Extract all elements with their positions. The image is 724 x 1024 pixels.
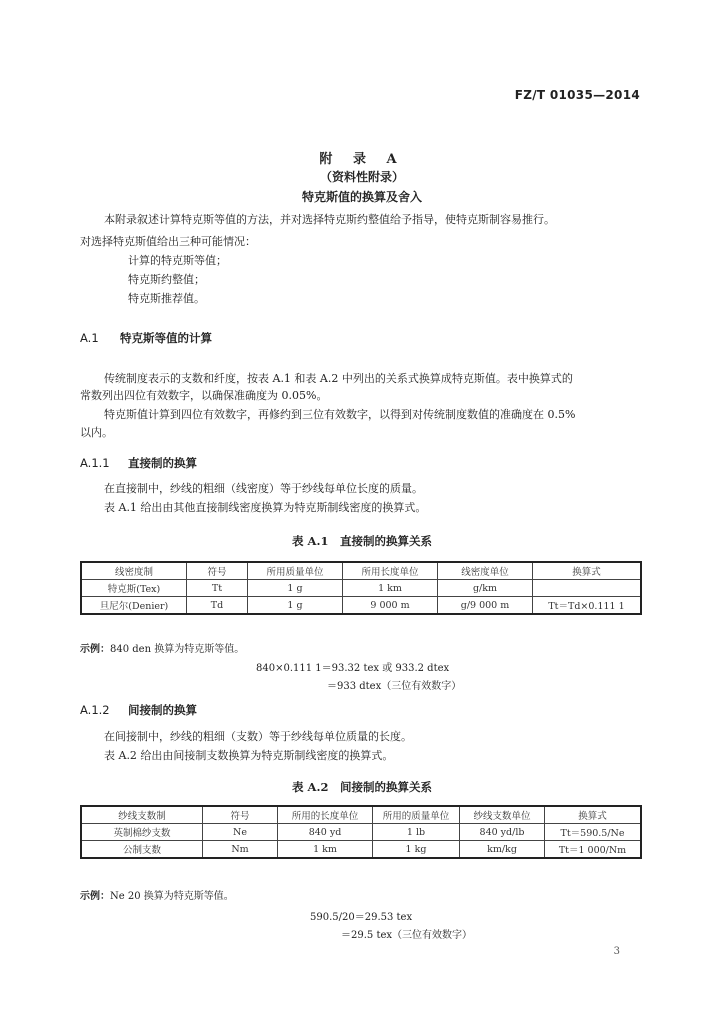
header-cell: 线密度制 bbox=[81, 562, 187, 580]
header-cell: 换算式 bbox=[545, 806, 642, 824]
header-cell: 换算式 bbox=[533, 562, 642, 580]
example-a1 bbox=[80, 640, 244, 655]
table-cell: 840 yd bbox=[278, 824, 373, 841]
table-cell: 旦尼尔(Denier) bbox=[81, 597, 187, 615]
intro-item-1: 计算的特克斯等值； bbox=[128, 254, 227, 267]
intro-paragraph-2: 对选择特克斯值给出三种可能情况： bbox=[80, 235, 256, 248]
a12-paragraph-1: 在间接制中，纱线的粗细（支数）等于纱线每单位质量的长度。 bbox=[104, 730, 412, 743]
header-cell: 符号 bbox=[203, 806, 278, 824]
table-row bbox=[81, 841, 641, 859]
header-cell: 纱线支数单位 bbox=[460, 806, 545, 824]
header-cell: 线密度单位 bbox=[438, 562, 533, 580]
table-cell: Tt＝1 000/Nm bbox=[545, 841, 642, 859]
example-label: 示例： bbox=[80, 644, 110, 655]
a12-paragraph-2: 表 A.2 给出由间接制支数换算为特克斯制线密度的换算式。 bbox=[104, 749, 394, 762]
table-a1-caption: 表 A.1 直接制的换算关系 bbox=[292, 534, 432, 548]
header-cell: 纱线支数制 bbox=[81, 806, 203, 824]
table-cell: Tt bbox=[187, 580, 248, 597]
a11-paragraph-1: 在直接制中，纱线的粗细（线密度）等于纱线每单位长度的质量。 bbox=[104, 482, 423, 495]
section-title: 特克斯等值的计算 bbox=[120, 331, 212, 345]
section-a11-heading bbox=[80, 455, 197, 471]
table-cell: g/km bbox=[438, 580, 533, 597]
header-cell: 所用长度单位 bbox=[343, 562, 438, 580]
table-cell: 1 g bbox=[248, 580, 343, 597]
header-cell: 所用质量单位 bbox=[248, 562, 343, 580]
table-a1 bbox=[80, 561, 642, 615]
table-cell: Tt＝590.5/Ne bbox=[545, 824, 642, 841]
example-a2-calc-2: ＝29.5 tex（三位有效数字） bbox=[341, 930, 473, 941]
header-cell: 所用的长度单位 bbox=[278, 806, 373, 824]
table-cell: Ne bbox=[203, 824, 278, 841]
page-number: 3 bbox=[613, 946, 620, 957]
annex-label: 附 录 A bbox=[319, 152, 405, 167]
annex-title: 特克斯值的换算及舍入 bbox=[301, 190, 422, 204]
table-cell: 英制棉纱支数 bbox=[81, 824, 203, 841]
annex-type: （资料性附录） bbox=[319, 170, 404, 184]
section-title: 直接制的换算 bbox=[128, 456, 197, 470]
intro-paragraph-1: 本附录叙述计算特克斯等值的方法，并对选择特克斯约整值给予指导，使特克斯制容易推行。 bbox=[104, 213, 555, 226]
table-cell: 特克斯(Tex) bbox=[81, 580, 187, 597]
a1-paragraph-2-line-1: 特克斯值计算到四位有效数字，再修约到三位有效数字，以得到对传统制度数值的准确度在 0.5% bbox=[104, 408, 576, 421]
table-cell: Tt＝Td×0.111 1 bbox=[533, 597, 642, 615]
table-cell: km/kg bbox=[460, 841, 545, 859]
example-text: 840 den 换算为特克斯等值。 bbox=[110, 644, 245, 655]
a1-paragraph-2-line-2: 以内。 bbox=[80, 426, 113, 439]
table-row bbox=[81, 597, 641, 615]
table-cell: 1 km bbox=[343, 580, 438, 597]
table-cell: 1 g bbox=[248, 597, 343, 615]
section-a12-heading bbox=[80, 702, 197, 718]
table-cell: 1 km bbox=[278, 841, 373, 859]
table-cell: 1 kg bbox=[373, 841, 460, 859]
table-cell: 9 000 m bbox=[343, 597, 438, 615]
table-row bbox=[81, 824, 641, 841]
table-cell: 1 lb bbox=[373, 824, 460, 841]
table-cell: g/9 000 m bbox=[438, 597, 533, 615]
section-a1-heading bbox=[80, 330, 212, 346]
a11-paragraph-2: 表 A.1 给出由其他直接制线密度换算为特克斯制线密度的换算式。 bbox=[104, 501, 427, 514]
example-a1-calc-2: ＝933 dtex（三位有效数字） bbox=[327, 681, 462, 692]
a1-paragraph-1-line-1: 传统制度表示的支数和纤度，按表 A.1 和表 A.2 中列出的关系式换算成特克斯值。表中换算式的 bbox=[104, 372, 573, 385]
standard-number: FZ/T 01035—2014 bbox=[514, 88, 640, 102]
table-cell: Nm bbox=[203, 841, 278, 859]
example-label: 示例： bbox=[80, 891, 110, 902]
table-cell bbox=[533, 580, 642, 597]
table-a2-caption: 表 A.2 间接制的换算关系 bbox=[292, 780, 432, 794]
header-cell: 符号 bbox=[187, 562, 248, 580]
intro-item-2: 特克斯约整值； bbox=[128, 273, 205, 286]
table-header-row bbox=[81, 562, 641, 580]
table-cell: 840 yd/lb bbox=[460, 824, 545, 841]
example-a2-calc-1: 590.5/20＝29.53 tex bbox=[310, 912, 413, 923]
table-a2 bbox=[80, 805, 642, 859]
section-number: A.1.2 bbox=[80, 703, 110, 717]
table-cell: Td bbox=[187, 597, 248, 615]
intro-item-3: 特克斯推荐值。 bbox=[128, 292, 205, 305]
table-cell: 公制支数 bbox=[81, 841, 203, 859]
table-row bbox=[81, 580, 641, 597]
example-a2 bbox=[80, 887, 234, 902]
example-text: Ne 20 换算为特克斯等值。 bbox=[110, 891, 234, 902]
section-title: 间接制的换算 bbox=[128, 703, 197, 717]
section-number: A.1.1 bbox=[80, 456, 110, 470]
section-number: A.1 bbox=[80, 331, 99, 345]
table-header-row bbox=[81, 806, 641, 824]
header-cell: 所用的质量单位 bbox=[373, 806, 460, 824]
a1-paragraph-1-line-2: 常数列出四位有效数字，以确保准确度为 0.05%。 bbox=[80, 389, 328, 402]
example-a1-calc-1: 840×0.111 1＝93.32 tex 或 933.2 dtex bbox=[256, 663, 450, 674]
